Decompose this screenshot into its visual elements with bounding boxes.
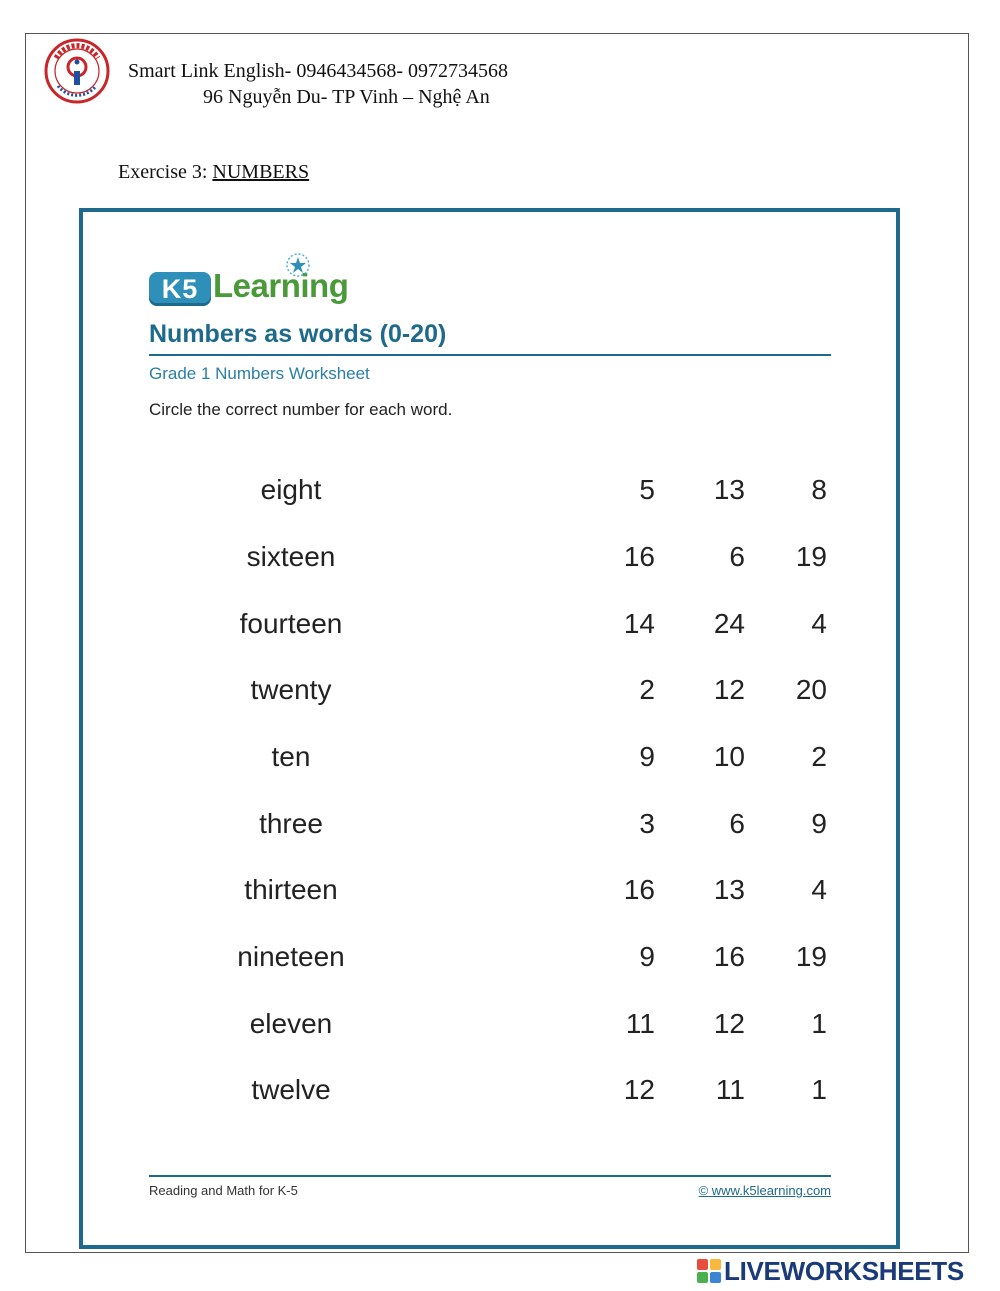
question-row bbox=[83, 1008, 896, 1048]
number-option[interactable]: 2 bbox=[811, 741, 827, 772]
number-word: sixteen bbox=[246, 541, 336, 572]
number-option[interactable]: 2 bbox=[639, 674, 655, 705]
number-option[interactable]: 3 bbox=[639, 808, 655, 839]
question-row bbox=[83, 1074, 896, 1114]
liveworksheets-brand bbox=[697, 1256, 997, 1286]
number-option[interactable]: 19 bbox=[795, 941, 827, 972]
number-option[interactable]: 16 bbox=[713, 941, 745, 972]
number-option[interactable]: 1 bbox=[811, 1008, 827, 1039]
star-icon bbox=[285, 252, 311, 278]
number-option[interactable]: 1 bbox=[811, 1074, 827, 1105]
worksheet-content bbox=[83, 212, 896, 1245]
number-option[interactable]: 16 bbox=[623, 541, 655, 572]
exercise-title: NUMBERS bbox=[212, 161, 310, 183]
question-row bbox=[83, 808, 896, 848]
number-option[interactable]: 12 bbox=[713, 674, 745, 705]
title-divider bbox=[149, 354, 831, 356]
number-option[interactable]: 13 bbox=[713, 874, 745, 905]
number-option[interactable]: 9 bbox=[811, 808, 827, 839]
number-word: eight bbox=[260, 474, 322, 505]
liveworksheets-logo-icon bbox=[697, 1259, 721, 1283]
smart-link-logo bbox=[44, 38, 110, 104]
number-option[interactable]: 19 bbox=[795, 541, 827, 572]
number-word: twelve bbox=[251, 1074, 331, 1105]
exercise-prefix: Exercise 3: bbox=[118, 161, 213, 183]
number-option[interactable]: 14 bbox=[623, 608, 655, 639]
number-word: three bbox=[259, 808, 323, 839]
question-row bbox=[83, 874, 896, 914]
k5-learning-logo bbox=[149, 252, 369, 308]
question-row bbox=[83, 541, 896, 581]
question-row bbox=[83, 608, 896, 648]
liveworksheets-wordmark: LIVEWORKSHEETS bbox=[724, 1256, 964, 1286]
number-word: fourteen bbox=[239, 608, 343, 639]
number-option[interactable]: 6 bbox=[729, 808, 745, 839]
k5-logo-word: Learning bbox=[213, 267, 349, 304]
number-word: twenty bbox=[250, 674, 332, 705]
worksheet-instruction: Circle the correct number for each word. bbox=[149, 400, 453, 419]
number-word: nineteen bbox=[237, 941, 345, 972]
number-option[interactable]: 10 bbox=[713, 741, 745, 772]
number-word: thirteen bbox=[244, 874, 338, 905]
number-option[interactable]: 12 bbox=[623, 1074, 655, 1105]
number-option[interactable]: 9 bbox=[639, 741, 655, 772]
number-word: eleven bbox=[249, 1008, 333, 1039]
footer-tagline: Reading and Math for K-5 bbox=[149, 1183, 298, 1198]
number-option[interactable]: 24 bbox=[713, 608, 745, 639]
question-row bbox=[83, 941, 896, 981]
number-option[interactable]: 11 bbox=[715, 1074, 745, 1105]
worksheet-subtitle: Grade 1 Numbers Worksheet bbox=[149, 364, 370, 383]
question-row bbox=[83, 474, 896, 514]
header-contact-line: Smart Link English- 0946434568- 0972734568 bbox=[128, 60, 508, 82]
exercise-heading bbox=[118, 161, 309, 184]
number-option[interactable]: 13 bbox=[713, 474, 745, 505]
number-option[interactable]: 8 bbox=[811, 474, 827, 505]
number-option[interactable]: 9 bbox=[639, 941, 655, 972]
k5-logo-box: K5 bbox=[149, 272, 211, 306]
question-row bbox=[83, 741, 896, 781]
worksheet-title: Numbers as words (0-20) bbox=[149, 320, 447, 348]
header-address-line: 96 Nguyễn Du- TP Vinh – Nghệ An bbox=[203, 86, 490, 108]
number-option[interactable]: 5 bbox=[639, 474, 655, 505]
footer-website-link[interactable]: © www.k5learning.com bbox=[698, 1183, 831, 1198]
number-option[interactable]: 12 bbox=[713, 1008, 745, 1039]
number-option[interactable]: 16 bbox=[623, 874, 655, 905]
number-option[interactable]: 4 bbox=[811, 608, 827, 639]
number-option[interactable]: 4 bbox=[811, 874, 827, 905]
number-option[interactable]: 11 bbox=[625, 1008, 655, 1039]
number-option[interactable]: 6 bbox=[729, 541, 745, 572]
worksheet-frame bbox=[79, 208, 900, 1249]
footer-divider bbox=[149, 1175, 831, 1177]
number-option[interactable]: 20 bbox=[795, 674, 827, 705]
number-word: ten bbox=[271, 741, 311, 772]
question-row bbox=[83, 674, 896, 714]
